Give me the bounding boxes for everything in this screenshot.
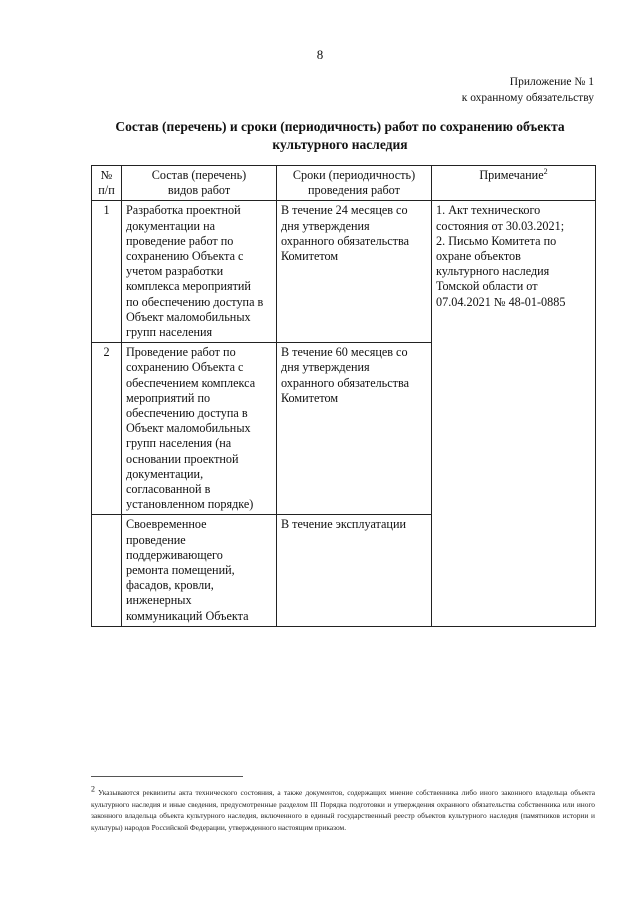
footnote-ref: 2 (543, 166, 548, 176)
work-term: В течение 60 месяцев со дня утверждения охранного обязательства Комитетом (277, 343, 432, 515)
footnote-marker: 2 (91, 784, 95, 794)
work-description: Своевременное проведение поддерживающего ремонта помещений, фасадов, кровли, инженерных коммуникаций Объекта (122, 515, 277, 626)
title-line: культурного наследия (272, 137, 408, 152)
work-description: Разработка проектной документации на проведение работ по сохранению Объекта с учетом разработки комплекса мероприятий по обеспечению доступа в Объект маломобильных групп населения (122, 201, 277, 343)
footnote-text: Указываются реквизиты акта технического состояния, а также документов, содержащих мнение собственника либо иного законного владельца объекта культурного наследия и иные сведения, предусмотренные разделом III Порядка подготовки и утверждения охранного обязательства собственника или иного законного владельца объекта культурного наследия, включенного в единый государственный реестр объектов культурного наследия (памятников истории и культуры) народов Российской Федерации, утвержденного настоящим приказом. (91, 788, 595, 832)
header-note: Примечание$^2$ (432, 166, 596, 201)
footnote (91, 784, 595, 833)
title-line: Состав (перечень) и сроки (периодичность) работ по сохранению объекта (115, 119, 565, 134)
row-number (92, 515, 122, 626)
work-description: Проведение работ по сохранению Объекта с обеспечением комплекса мероприятий по обеспечению доступа в Объект маломобильных групп населения (на основании проектной документации, согласованной в установленном порядке) (122, 343, 277, 515)
appendix-reference (462, 74, 594, 106)
work-term: В течение 24 месяцев со дня утверждения охранного обязательства Комитетом (277, 201, 432, 343)
appendix-line: к охранному обязательству (461, 92, 594, 104)
works-table (91, 165, 596, 627)
row-number: 1 (92, 201, 122, 343)
appendix-line: Приложение № 1 (509, 76, 594, 88)
row-number: 2 (92, 343, 122, 515)
table-row (92, 201, 596, 343)
note-cell: 1. Акт технического состояния от 30.03.2021; 2. Письмо Комитета по охране объектов культурного наследия Томской области от 07.04.2021 № 48-01-0885 (432, 201, 596, 626)
header-number: № п/п (92, 166, 122, 201)
table-header-row (92, 166, 596, 201)
header-terms: Сроки (периодичность) проведения работ (277, 166, 432, 201)
footnote-divider (91, 776, 243, 777)
document-title (90, 118, 590, 154)
header-works: Состав (перечень) видов работ (122, 166, 277, 201)
work-term: В течение эксплуатации (277, 515, 432, 626)
page-number: 8 (316, 47, 324, 62)
